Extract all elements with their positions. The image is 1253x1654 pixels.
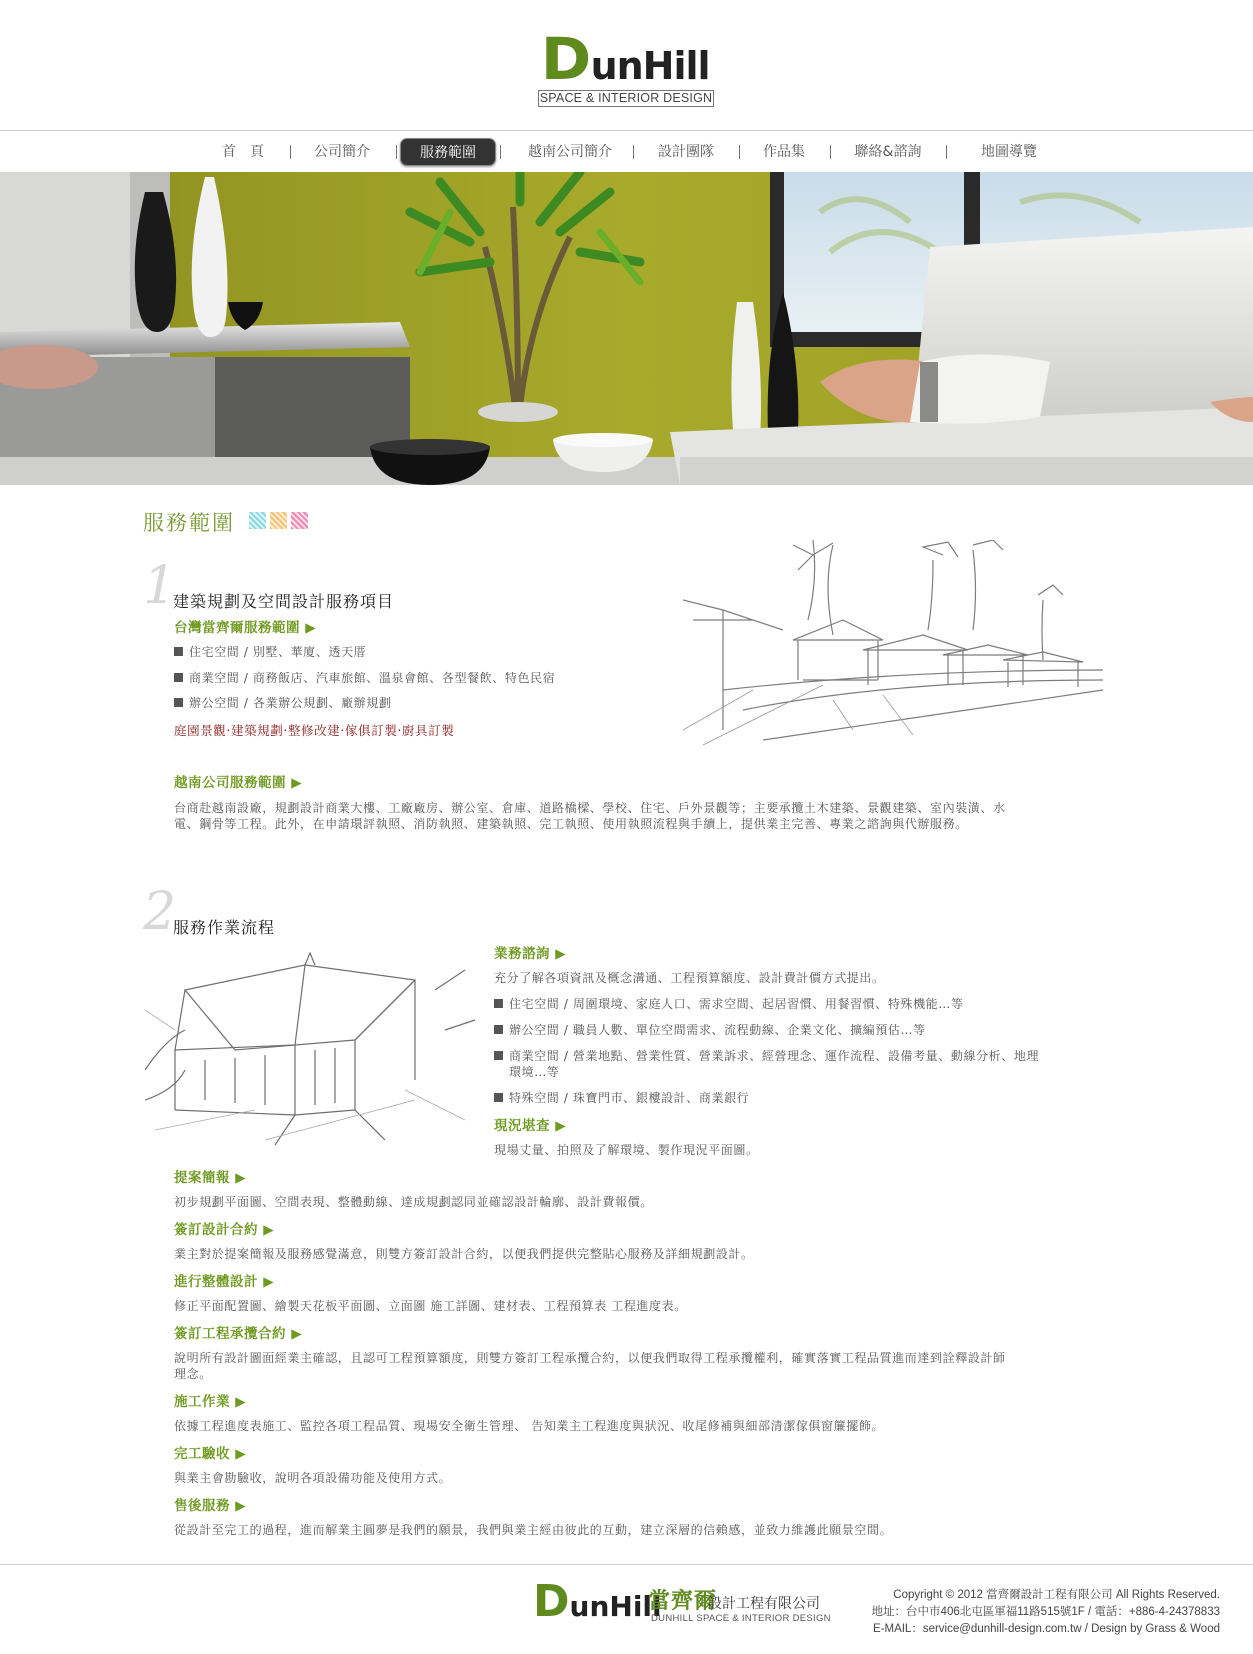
list-item: 特殊空間 / 珠寶門市、銀樓設計、商業銀行 bbox=[494, 1089, 749, 1106]
subheading-vietnam-services[interactable]: 越南公司服務範圍 ▶ bbox=[174, 775, 303, 791]
vietnam-description-line2: 電、鋼骨等工程。此外，在申請環評執照、消防執照、建築執照、完工執照、使用執照流程與手續上，提供業主完善、專業之諮詢與代辦服務。 bbox=[174, 817, 968, 831]
nav-map[interactable]: 地圖導覽 bbox=[981, 144, 1037, 160]
footer-company-suffix: 設計工程有限公司 bbox=[708, 1596, 820, 1612]
step-text: 依據工程進度表施工、監控各項工程品質、現場安全衛生管理、 告知業主工程進度與狀況、收尾修補與細部清潔傢俱窗簾擺飾。 bbox=[174, 1419, 885, 1433]
logo-tagline: SPACE & INTERIOR DESIGN bbox=[539, 91, 713, 105]
nav-portfolio[interactable]: 作品集 bbox=[763, 144, 805, 160]
subheading-overall-design[interactable]: 進行整體設計 ▶ bbox=[174, 1274, 275, 1290]
decor-square-orange bbox=[270, 512, 287, 529]
logo-initial: D bbox=[541, 25, 592, 93]
list-item: 辦公空間 / 各業辦公規劃、廠辦規劃 bbox=[174, 694, 391, 711]
footer-email[interactable]: E-MAIL：service@dunhill-design.com.tw / Design by Grass & Wood bbox=[872, 1623, 1220, 1635]
nav-separator bbox=[290, 145, 291, 159]
footer-company-name: 當齊爾 bbox=[648, 1589, 718, 1614]
subheading-proposal[interactable]: 提案簡報 ▶ bbox=[174, 1170, 247, 1186]
main-nav bbox=[0, 138, 1253, 168]
list-item: 商業空間 / 營業地點、營業性質、營業訴求、經營理念、運作流程、設備考量、動線分析、地理 bbox=[494, 1047, 1039, 1064]
nav-team[interactable]: 設計團隊 bbox=[658, 144, 714, 160]
bullet-icon bbox=[494, 1051, 503, 1060]
footer-copyright: Copyright © 2012 當齊爾設計工程有限公司 All Rights Reserved. bbox=[893, 1589, 1220, 1601]
footer-divider bbox=[0, 1564, 1253, 1565]
logo-wordmark bbox=[538, 25, 714, 93]
bullet-icon bbox=[494, 1093, 503, 1102]
nav-separator bbox=[500, 145, 501, 159]
list-item-continuation: 環境…等 bbox=[509, 1065, 560, 1079]
bullet-icon bbox=[174, 673, 183, 682]
house-sketch-image bbox=[145, 950, 480, 1150]
decor-square-cyan bbox=[249, 512, 266, 529]
nav-about[interactable]: 公司簡介 bbox=[314, 144, 370, 160]
page-title: 服務範圍 bbox=[143, 511, 235, 535]
step-text: 修正平面配置圖、繪製天花板平面圖、立面圖 施工詳圖、建材表、工程預算表 工程進度表。 bbox=[174, 1299, 687, 1313]
nav-separator bbox=[396, 145, 397, 159]
subheading-after-sales[interactable]: 售後服務 ▶ bbox=[174, 1498, 247, 1514]
footer-company-english: DUNHILL SPACE & INTERIOR DESIGN bbox=[651, 1613, 831, 1624]
nav-separator bbox=[633, 145, 634, 159]
section-heading: 服務作業流程 bbox=[173, 918, 276, 937]
hero-banner bbox=[0, 172, 1253, 485]
subheading-design-contract[interactable]: 簽訂設計合約 ▶ bbox=[174, 1222, 275, 1238]
vietnam-description-line1: 台商赴越南設廠，規劃設計商業大樓、工廠廠房、辦公室、倉庫、道路橋樑、學校、住宅、戶外景觀等；主要承攬土木建築、景觀建築、室內裝潢、水 bbox=[174, 801, 1006, 815]
step-text: 說明所有設計圖面經業主確認，且認可工程預算額度，則雙方簽訂工程承攬合約，以便我們取得工程承攬權利，確實落實工程品質進而達到詮釋設計師 bbox=[174, 1351, 1006, 1365]
site-survey-text: 現場丈量、拍照及了解環境、製作現況平面圖。 bbox=[494, 1143, 759, 1157]
footer-address: 地址：台中市406北屯區軍福11路515號1F / 電話：+886-4-24378833 bbox=[871, 1606, 1220, 1618]
subheading-construction-contract[interactable]: 簽訂工程承攬合約 ▶ bbox=[174, 1326, 303, 1342]
list-item: 住宅空間 / 別墅、華廈、透天厝 bbox=[174, 643, 366, 660]
consultation-intro: 充分了解各項資訊及概念溝通、工程預算額度、設計費計價方式提出。 bbox=[494, 971, 885, 985]
section-heading: 建築規劃及空間設計服務項目 bbox=[173, 592, 395, 611]
decor-square-pink bbox=[291, 512, 308, 529]
bullet-icon bbox=[174, 698, 183, 707]
list-item: 住宅空間 / 周圍環境、家庭人口、需求空間、起居習慣、用餐習慣、特殊機能…等 bbox=[494, 995, 963, 1012]
bullet-icon bbox=[174, 647, 183, 656]
subheading-site-survey[interactable]: 現況堪查 ▶ bbox=[494, 1118, 567, 1134]
step-text-continuation: 理念。 bbox=[174, 1367, 212, 1381]
bullet-icon bbox=[494, 1025, 503, 1034]
nav-separator bbox=[739, 145, 740, 159]
hero-interior-illustration bbox=[0, 172, 1253, 485]
nav-vietnam[interactable]: 越南公司簡介 bbox=[528, 144, 612, 160]
step-text: 業主對於提案簡報及服務感覺滿意，則雙方簽訂設計合約，以便我們提供完整貼心服務及詳細規劃設計。 bbox=[174, 1247, 754, 1261]
nav-services[interactable]: 服務範圍 bbox=[400, 138, 496, 166]
footer-logo[interactable]: DunHill bbox=[533, 1576, 662, 1627]
nav-home[interactable]: 首 頁 bbox=[222, 144, 264, 160]
step-text: 從設計至完工的過程，進而解業主圓夢是我們的願景，我們與業主經由彼此的互動，建立深層的信賴感，並致力維護此願景空間。 bbox=[174, 1523, 893, 1537]
step-text: 與業主會勘驗收，說明各項設備功能及使用方式。 bbox=[174, 1471, 452, 1485]
subheading-taiwan-services[interactable]: 台灣當齊爾服務範圍 ▶ bbox=[174, 620, 317, 636]
list-item: 商業空間 / 商務飯店、汽車旅館、溫泉會館、各型餐飲、特色民宿 bbox=[174, 669, 555, 686]
nav-separator bbox=[946, 145, 947, 159]
extra-services: 庭園景觀‧建築規劃‧整修改建‧傢俱訂製‧廚具訂製 bbox=[174, 723, 455, 738]
list-item: 辦公空間 / 職員人數、單位空間需求、流程動線、企業文化、擴編預估…等 bbox=[494, 1021, 926, 1038]
nav-separator bbox=[830, 145, 831, 159]
step-text: 初步規劃平面圖、空間表現、整體動線、達成規劃認同並確認設計輪廓、設計費報價。 bbox=[174, 1195, 653, 1209]
bullet-icon bbox=[494, 999, 503, 1008]
subheading-consultation[interactable]: 業務諮詢 ▶ bbox=[494, 946, 567, 962]
logo-rest: unHill bbox=[590, 44, 710, 88]
section-number: 1 bbox=[143, 556, 177, 616]
architecture-sketch-image bbox=[683, 540, 1107, 760]
subheading-completion[interactable]: 完工驗收 ▶ bbox=[174, 1446, 247, 1462]
nav-contact[interactable]: 聯絡&諮詢 bbox=[854, 144, 922, 160]
subheading-construction[interactable]: 施工作業 ▶ bbox=[174, 1394, 247, 1410]
header-divider bbox=[0, 130, 1253, 131]
dunhill-logo[interactable] bbox=[538, 25, 714, 108]
section-number: 2 bbox=[143, 882, 177, 942]
